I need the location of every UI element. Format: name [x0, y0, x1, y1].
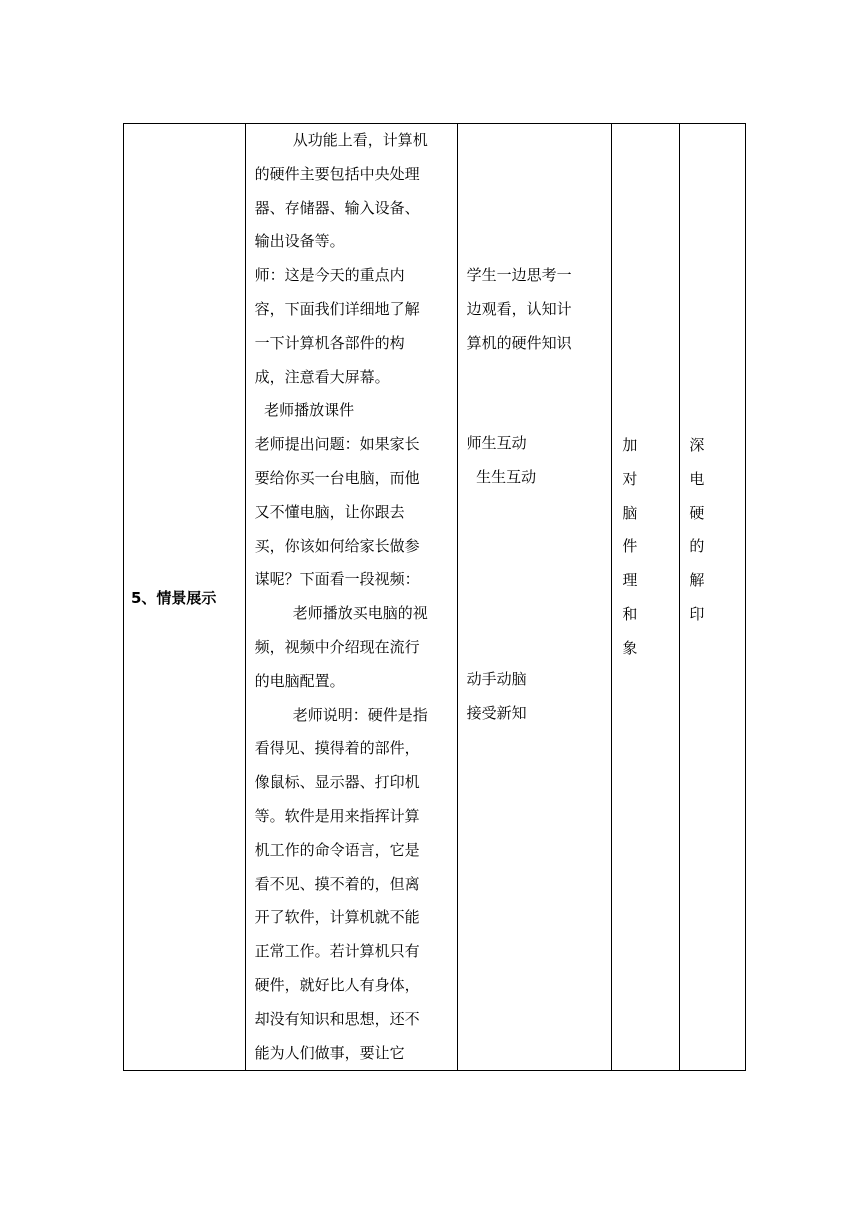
lesson-plan-table: [123, 123, 746, 1071]
intent-char: 对: [622, 469, 638, 488]
intent-char: 解: [689, 571, 705, 590]
intent-char: 脑: [622, 503, 638, 522]
teacher-activity-cell: [245, 124, 457, 1071]
teacher-activity-text: 从功能上看，计算机 的硬件主要包括中央处理 器、存储器、输入设备、 输出设备等。 师：这是今天的重点内 容，下面我们详细地了解 一下计算机各部件的构 成，注意看大屏幕。 老师播放课件 老师提出问题：如果家长 要给你买一台电脑，而他 又不懂电脑，让你跟去 买，你该如何给家长做参 谋呢？下面看一段视频： 老师播放买电脑的视 频，视频中介绍现在流行 的电脑配置。 老师说明：硬件是指 看得见、摸得着的部件， 像鼠标、显示器、打印机 等。软件是用来指挥计算 机工作的命令语言，它是 看不见、摸不着的，但离 开了软件，计算机就不能 正常工作。若计算机只有 硬件，就好比人有身体， 却没有知识和思想，还不 能为人们做事，要让它: [254, 131, 428, 1062]
design-intent-cell: [612, 124, 705, 1071]
stage-label: 5、情景展示: [131, 588, 217, 607]
spacer: [467, 495, 606, 663]
spacer: [467, 360, 606, 427]
design-intent-text: [612, 429, 748, 666]
spacer: [467, 124, 606, 259]
intent-char: 深: [689, 436, 705, 454]
student-activity-block-3: 动手动脑 接受新知: [466, 669, 527, 722]
intent-char: 和: [622, 604, 638, 623]
intent-char: 电: [689, 469, 705, 488]
stage-cell: [124, 124, 246, 1071]
intent-char: 硬: [689, 503, 705, 522]
table-row: [124, 124, 746, 1071]
intent-char: 理: [622, 571, 638, 590]
student-activity-cell: [457, 124, 612, 1071]
intent-char: [679, 632, 748, 666]
intent-char: 件: [622, 537, 638, 556]
intent-char: 象: [622, 638, 638, 657]
student-activity-block-1: 学生一边思考一 边观看，认知计 算机的硬件知识: [466, 266, 572, 352]
intent-char: 的: [689, 537, 705, 556]
student-activity-block-2: 师生互动 生生互动: [466, 434, 537, 487]
design-intent-wrap: [612, 124, 705, 1070]
intent-char: 加: [622, 436, 638, 454]
intent-char: 印: [689, 604, 705, 623]
